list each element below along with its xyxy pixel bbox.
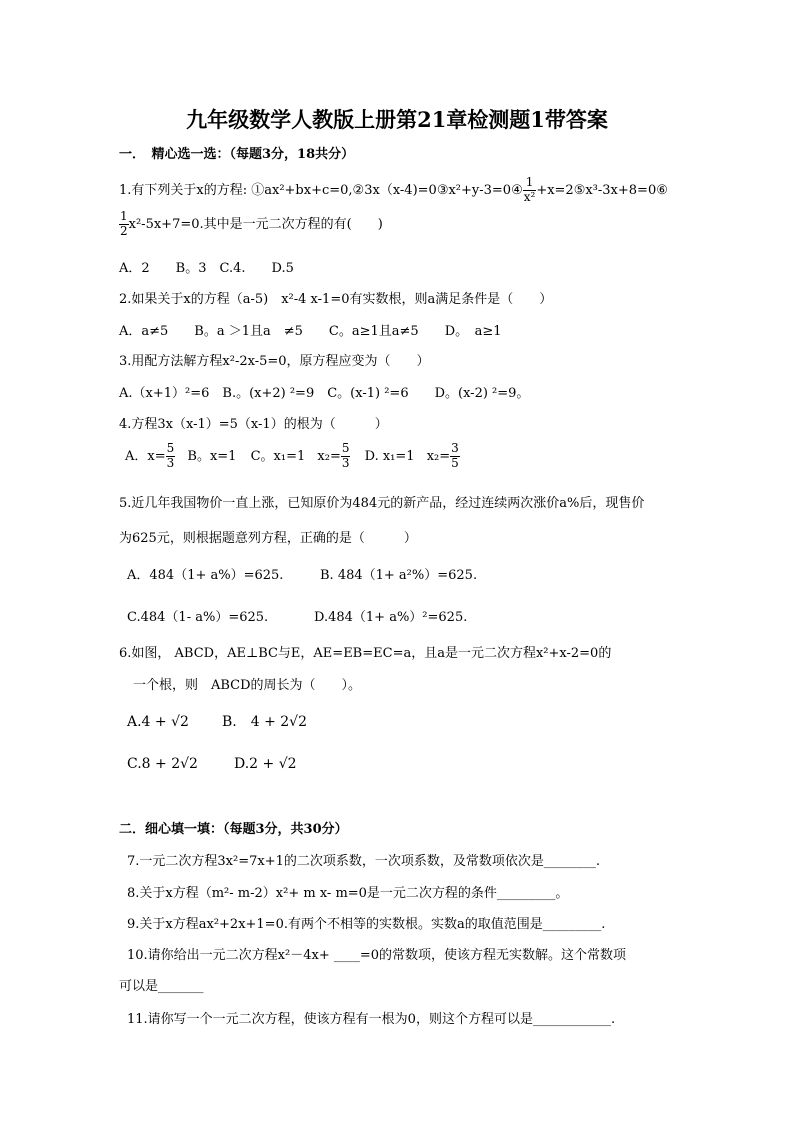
question-6-option-a: A.4 + √2 [127,714,189,730]
question-6-option-d: D.2 + √2 [234,756,297,772]
question-9: 9.关于x方程ax²+2x+1=0.有两个不相等的实数根。实数a的取值范围是_________. [127,917,606,932]
fraction [119,210,129,239]
question-1-text-tail: +x=2⑤x³-3x+8=0⑥ [536,182,668,198]
question-3-options: A.（x+1）²=6 B.。(x+2) ²=9 C。(x-1) ²=6 D。(x-2) ²=9。 [119,386,530,401]
question-6-line-2: 一个根，则 ABCD的周长为（ ）。 [133,678,362,693]
fraction [523,176,537,205]
question-8: 8.关于x方程（m²- m-2）x²+ m x- m=0是一元二次方程的条件_________。 [127,886,569,901]
fraction-numerator: 5 [341,441,350,455]
fraction-denominator: 3 [341,455,350,470]
option-c-first: C。x₁=1 [250,448,306,464]
question-5-line-2: 为625元，则根据题意列方程，正确的是（ ） [119,531,417,546]
section-1-header: 一． 精心选一选：（每题3分，18共分） [119,147,355,162]
fraction-numerator: 1 [525,175,534,189]
question-1-options: A．2 B。3 C.4. D.5 [119,261,294,276]
option-b: B。x=1 [187,448,237,464]
question-5-option-a: A．484（1+ a%）=625. [127,568,284,583]
question-7: 7.一元二次方程3x²=7x+1的二次项系数，一次项系数，及常数项依次是________. [127,854,601,869]
question-5-option-d: D.484（1+ a%）²=625. [314,610,468,625]
question-4: 4.方程3x（x-1）=5（x-1）的根为（ ） [119,417,388,432]
option-c-second: x₂= [317,448,341,464]
question-5-option-b: B. 484（1+ a²%）=625. [320,568,478,583]
question-5: 5.近几年我国物价一直上涨，已知原价为484元的新产品，经过连续两次涨价a%后，现售价 [119,496,645,511]
section-2-header: 二．细心填一填：（每题3分，共30分） [119,822,348,837]
question-6-option-b: B. 4 + 2√2 [222,714,308,730]
fraction [450,442,460,471]
fraction-numerator: 1 [120,209,128,223]
question-4-options [125,442,460,471]
option-a: A．x= [125,448,166,464]
fraction [341,442,351,471]
fraction-numerator: 3 [451,441,459,455]
question-2: 2.如果关于x的方程（a-5) x²-4 x-1=0有实数根，则a满足条件是（ ） [119,292,553,307]
question-1 [119,176,668,205]
question-6: 6.如图， ABCD，AE⊥BC与E，AE=EB=EC=a，且a是一元二次方程x²+x-2=0的 [119,646,612,661]
question-1-text: 1.有下列关于x的方程: ①ax²+bx+c=0,②3x（x-4)=0③x²+y-3=0④ [119,182,523,198]
fraction-denominator: 3 [166,455,175,470]
question-3: 3.用配方法解方程x²-2x-5=0，原方程应变为（ ） [119,354,430,369]
question-10-line-2: 可以是_______ [119,979,204,994]
question-1-text-2: x²-5x+7=0.其中是一元二次方程的有( ) [128,216,383,232]
page-title: 九年级数学人教版上册第21章检测题1带答案 [186,107,608,132]
fraction [166,442,176,471]
fraction-denominator: 2 [120,223,128,238]
fraction-denominator: x² [523,189,536,204]
fraction-numerator: 5 [166,441,175,455]
question-10: 10.请你给出一元二次方程x²－4x+ ____=0的常数项，使该方程无实数解。这个常数项 [127,948,627,963]
option-d-first: D. x₁=1 [364,448,415,464]
question-2-options: A．a≠5 B。a ＞1且a ≠5 C。a≥1且a≠5 D。 a≥1 [119,324,502,339]
option-d-second: x₂= [426,448,451,464]
question-5-option-c: C.484（1- a%）=625. [127,610,269,625]
fraction-denominator: 5 [451,455,459,470]
question-6-option-c: C.8 + 2√2 [127,756,198,772]
question-11: 11.请你写一个一元二次方程，使该方程有一根为0，则这个方程可以是____________. [127,1012,616,1027]
question-1-line-2 [119,210,383,239]
